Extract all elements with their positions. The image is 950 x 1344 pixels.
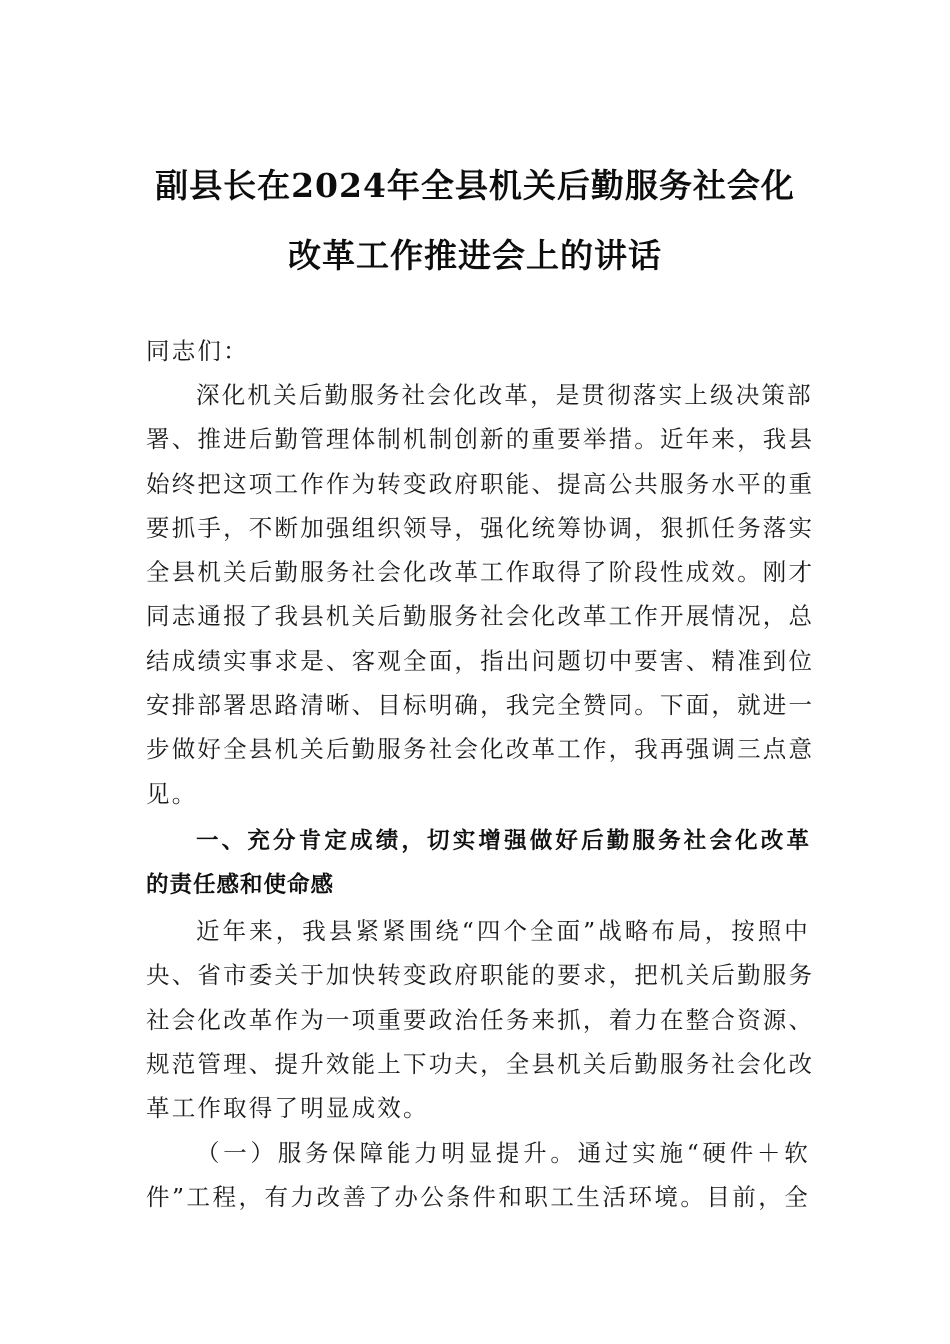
paragraph-line: （一）服务保障能力明显提升。通过实施“硬件＋软 [196,1139,810,1167]
paragraph-line: 近年来，我县紧紧围绕“四个全面”战略布局，按照中 [196,917,810,945]
paragraph-line: 央、省市委关于加快转变政府职能的要求，把机关后勤服务 [146,961,815,990]
paragraph-service-capacity [146,1131,810,1220]
heading-line: 一、充分肯定成绩，切实增强做好后勤服务社会化改革 [196,828,810,854]
paragraph-achievements [146,909,815,1130]
paragraph-line: 革工作取得了明显成效。 [146,1094,429,1123]
section-heading-1 [146,819,810,908]
paragraph-line: 规范管理、提升效能上下功夫，全县机关后勤服务社会化改 [146,1049,815,1078]
paragraph-line: 安排部署思路清晰、目标明确，我完全赞同。下面，就进一 [146,691,815,720]
paragraph-line: 社会化改革作为一项重要政治任务来抓，着力在整合资源、 [146,1005,815,1034]
paragraph-line: 全县机关后勤服务社会化改革工作取得了阶段性成效。刚才 [146,558,815,587]
document-title-line-1: 副县长在2024年全县机关后勤服务社会化 [155,166,795,205]
salutation [146,329,810,373]
heading-line: 的责任感和使命感 [146,872,335,899]
salutation-text: 同志们： [146,337,249,365]
paragraph-line: 件”工程，有力改善了办公条件和职工生活环境。目前，全 [146,1183,810,1212]
paragraph-line: 见。 [146,779,198,808]
paragraph-line: 要抓手，不断加强组织领导，强化统筹协调，狠抓任务落实 [146,513,815,542]
paragraph-line: 步做好全县机关后勤服务社会化改革工作，我再强调三点意 [146,735,815,764]
document-title-line-2: 改革工作推进会上的讲话 [288,236,662,275]
paragraph-line: 结成绩实事求是、客观全面，指出问题切中要害、精准到位 [146,646,815,675]
paragraph-line: 深化机关后勤服务社会化改革，是贯彻落实上级决策部 [196,381,813,409]
paragraph-line: 署、推进后勤管理体制机制创新的重要举措。近年来，我县 [146,425,815,454]
paragraph-intro [146,373,815,816]
paragraph-line: 始终把这项工作作为转变政府职能、提高公共服务水平的重 [146,469,815,498]
paragraph-line: 同志通报了我县机关后勤服务社会化改革工作开展情况，总 [146,602,815,631]
